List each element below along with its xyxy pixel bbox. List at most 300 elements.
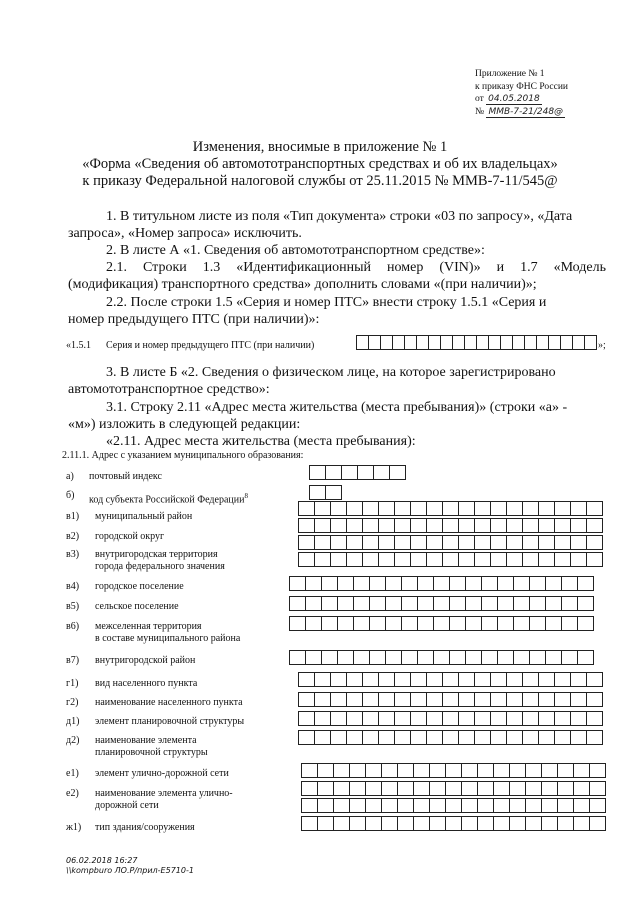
input-cell[interactable] bbox=[571, 552, 587, 567]
input-cell[interactable] bbox=[578, 576, 594, 591]
input-cell[interactable] bbox=[315, 501, 331, 516]
input-cell[interactable] bbox=[379, 730, 395, 745]
input-cell[interactable] bbox=[443, 501, 459, 516]
input-cell[interactable] bbox=[363, 535, 379, 550]
input-cell[interactable] bbox=[370, 596, 386, 611]
input-cell[interactable] bbox=[393, 335, 405, 350]
input-cell[interactable] bbox=[510, 798, 526, 813]
input-cell[interactable] bbox=[350, 781, 366, 796]
input-cell[interactable] bbox=[418, 576, 434, 591]
input-cell[interactable] bbox=[386, 596, 402, 611]
input-cell[interactable] bbox=[482, 650, 498, 665]
input-cell[interactable] bbox=[514, 596, 530, 611]
input-cell[interactable] bbox=[587, 711, 603, 726]
input-cell[interactable] bbox=[315, 672, 331, 687]
input-cell[interactable] bbox=[427, 518, 443, 533]
input-cell[interactable] bbox=[414, 763, 430, 778]
planning-element-name-cells[interactable] bbox=[298, 730, 603, 745]
input-cell[interactable] bbox=[475, 501, 491, 516]
input-cell[interactable] bbox=[526, 781, 542, 796]
input-cell[interactable] bbox=[482, 576, 498, 591]
input-cell[interactable] bbox=[411, 518, 427, 533]
input-cell[interactable] bbox=[395, 552, 411, 567]
input-cell[interactable] bbox=[494, 816, 510, 831]
input-cell[interactable] bbox=[306, 616, 322, 631]
input-cell[interactable] bbox=[539, 730, 555, 745]
input-cell[interactable] bbox=[379, 711, 395, 726]
input-cell[interactable] bbox=[526, 798, 542, 813]
input-cell[interactable] bbox=[498, 650, 514, 665]
input-cell[interactable] bbox=[466, 616, 482, 631]
input-cell[interactable] bbox=[539, 711, 555, 726]
input-cell[interactable] bbox=[347, 501, 363, 516]
input-cell[interactable] bbox=[539, 501, 555, 516]
input-cell[interactable] bbox=[347, 711, 363, 726]
input-cell[interactable] bbox=[491, 730, 507, 745]
postal-index-cells[interactable] bbox=[309, 465, 406, 480]
input-cell[interactable] bbox=[350, 763, 366, 778]
input-cell[interactable] bbox=[507, 672, 523, 687]
region-code-cells[interactable] bbox=[309, 485, 342, 500]
input-cell[interactable] bbox=[459, 535, 475, 550]
input-cell[interactable] bbox=[491, 692, 507, 707]
input-cell[interactable] bbox=[523, 692, 539, 707]
input-cell[interactable] bbox=[475, 672, 491, 687]
input-cell[interactable] bbox=[374, 465, 390, 480]
input-cell[interactable] bbox=[491, 518, 507, 533]
input-cell[interactable] bbox=[322, 616, 338, 631]
input-cell[interactable] bbox=[370, 650, 386, 665]
input-cell[interactable] bbox=[331, 535, 347, 550]
input-cell[interactable] bbox=[498, 596, 514, 611]
input-cell[interactable] bbox=[507, 711, 523, 726]
input-cell[interactable] bbox=[510, 816, 526, 831]
input-cell[interactable] bbox=[587, 730, 603, 745]
input-cell[interactable] bbox=[587, 692, 603, 707]
input-cell[interactable] bbox=[489, 335, 501, 350]
input-cell[interactable] bbox=[555, 501, 571, 516]
input-cell[interactable] bbox=[411, 730, 427, 745]
input-cell[interactable] bbox=[334, 763, 350, 778]
input-cell[interactable] bbox=[514, 576, 530, 591]
input-cell[interactable] bbox=[585, 335, 597, 350]
input-cell[interactable] bbox=[434, 596, 450, 611]
input-cell[interactable] bbox=[555, 730, 571, 745]
input-cell[interactable] bbox=[427, 535, 443, 550]
input-cell[interactable] bbox=[562, 650, 578, 665]
road-element-name-cells-2[interactable] bbox=[301, 798, 606, 813]
input-cell[interactable] bbox=[302, 798, 318, 813]
input-cell[interactable] bbox=[546, 616, 562, 631]
input-cell[interactable] bbox=[414, 816, 430, 831]
input-cell[interactable] bbox=[414, 781, 430, 796]
input-cell[interactable] bbox=[363, 552, 379, 567]
input-cell[interactable] bbox=[334, 781, 350, 796]
input-cell[interactable] bbox=[427, 552, 443, 567]
input-cell[interactable] bbox=[430, 763, 446, 778]
input-cell[interactable] bbox=[441, 335, 453, 350]
input-cell[interactable] bbox=[523, 672, 539, 687]
input-cell[interactable] bbox=[523, 518, 539, 533]
input-cell[interactable] bbox=[430, 781, 446, 796]
input-cell[interactable] bbox=[398, 816, 414, 831]
input-cell[interactable] bbox=[382, 816, 398, 831]
input-cell[interactable] bbox=[427, 501, 443, 516]
input-cell[interactable] bbox=[507, 501, 523, 516]
input-cell[interactable] bbox=[507, 692, 523, 707]
input-cell[interactable] bbox=[539, 552, 555, 567]
input-cell[interactable] bbox=[411, 501, 427, 516]
input-cell[interactable] bbox=[446, 798, 462, 813]
input-cell[interactable] bbox=[395, 518, 411, 533]
input-cell[interactable] bbox=[382, 798, 398, 813]
input-cell[interactable] bbox=[398, 763, 414, 778]
input-cell[interactable] bbox=[590, 763, 606, 778]
input-cell[interactable] bbox=[318, 781, 334, 796]
input-cell[interactable] bbox=[459, 552, 475, 567]
input-cell[interactable] bbox=[526, 763, 542, 778]
input-cell[interactable] bbox=[386, 616, 402, 631]
input-cell[interactable] bbox=[539, 672, 555, 687]
input-cell[interactable] bbox=[514, 616, 530, 631]
input-cell[interactable] bbox=[558, 816, 574, 831]
input-cell[interactable] bbox=[546, 576, 562, 591]
planning-element-cells[interactable] bbox=[298, 711, 603, 726]
input-cell[interactable] bbox=[402, 616, 418, 631]
input-cell[interactable] bbox=[578, 616, 594, 631]
input-cell[interactable] bbox=[443, 535, 459, 550]
input-cell[interactable] bbox=[430, 798, 446, 813]
input-cell[interactable] bbox=[507, 535, 523, 550]
input-cell[interactable] bbox=[414, 798, 430, 813]
input-cell[interactable] bbox=[350, 798, 366, 813]
input-cell[interactable] bbox=[542, 798, 558, 813]
input-cell[interactable] bbox=[494, 781, 510, 796]
input-cell[interactable] bbox=[338, 576, 354, 591]
input-cell[interactable] bbox=[587, 518, 603, 533]
input-cell[interactable] bbox=[514, 650, 530, 665]
input-cell[interactable] bbox=[466, 596, 482, 611]
input-cell[interactable] bbox=[530, 616, 546, 631]
road-element-cells[interactable] bbox=[301, 763, 606, 778]
input-cell[interactable] bbox=[571, 730, 587, 745]
input-cell[interactable] bbox=[338, 616, 354, 631]
input-cell[interactable] bbox=[465, 335, 477, 350]
municipal-district-cells[interactable] bbox=[298, 501, 603, 516]
input-cell[interactable] bbox=[398, 781, 414, 796]
input-cell[interactable] bbox=[363, 730, 379, 745]
input-cell[interactable] bbox=[299, 501, 315, 516]
input-cell[interactable] bbox=[462, 798, 478, 813]
input-cell[interactable] bbox=[530, 576, 546, 591]
intracity-district-cells[interactable] bbox=[289, 650, 594, 665]
input-cell[interactable] bbox=[331, 552, 347, 567]
input-cell[interactable] bbox=[302, 763, 318, 778]
road-element-name-cells[interactable] bbox=[301, 781, 606, 796]
input-cell[interactable] bbox=[338, 596, 354, 611]
input-cell[interactable] bbox=[354, 576, 370, 591]
input-cell[interactable] bbox=[434, 576, 450, 591]
input-cell[interactable] bbox=[501, 335, 513, 350]
input-cell[interactable] bbox=[386, 576, 402, 591]
input-cell[interactable] bbox=[571, 692, 587, 707]
municipal-district-cells-2[interactable] bbox=[298, 518, 603, 533]
input-cell[interactable] bbox=[417, 335, 429, 350]
input-cell[interactable] bbox=[342, 465, 358, 480]
input-cell[interactable] bbox=[462, 781, 478, 796]
input-cell[interactable] bbox=[290, 650, 306, 665]
rural-settlement-cells[interactable] bbox=[289, 596, 594, 611]
input-cell[interactable] bbox=[507, 730, 523, 745]
input-cell[interactable] bbox=[366, 781, 382, 796]
input-cell[interactable] bbox=[450, 616, 466, 631]
input-cell[interactable] bbox=[450, 576, 466, 591]
input-cell[interactable] bbox=[395, 501, 411, 516]
input-cell[interactable] bbox=[379, 552, 395, 567]
input-cell[interactable] bbox=[299, 730, 315, 745]
input-cell[interactable] bbox=[510, 781, 526, 796]
input-cell[interactable] bbox=[587, 535, 603, 550]
input-cell[interactable] bbox=[427, 711, 443, 726]
input-cell[interactable] bbox=[318, 816, 334, 831]
input-cell[interactable] bbox=[331, 730, 347, 745]
city-district-cells[interactable] bbox=[298, 535, 603, 550]
input-cell[interactable] bbox=[306, 650, 322, 665]
input-cell[interactable] bbox=[523, 501, 539, 516]
input-cell[interactable] bbox=[510, 763, 526, 778]
input-cell[interactable] bbox=[363, 501, 379, 516]
input-cell[interactable] bbox=[494, 798, 510, 813]
input-cell[interactable] bbox=[466, 650, 482, 665]
input-cell[interactable] bbox=[491, 711, 507, 726]
input-cell[interactable] bbox=[315, 692, 331, 707]
input-cell[interactable] bbox=[574, 798, 590, 813]
input-cell[interactable] bbox=[462, 763, 478, 778]
input-cell[interactable] bbox=[382, 763, 398, 778]
input-cell[interactable] bbox=[478, 763, 494, 778]
input-cell[interactable] bbox=[322, 650, 338, 665]
input-cell[interactable] bbox=[450, 596, 466, 611]
input-cell[interactable] bbox=[542, 763, 558, 778]
input-cell[interactable] bbox=[357, 335, 369, 350]
input-cell[interactable] bbox=[587, 501, 603, 516]
input-cell[interactable] bbox=[571, 535, 587, 550]
input-cell[interactable] bbox=[411, 692, 427, 707]
input-cell[interactable] bbox=[369, 335, 381, 350]
input-cell[interactable] bbox=[434, 616, 450, 631]
intersettlement-territory-cells[interactable] bbox=[289, 616, 594, 631]
input-cell[interactable] bbox=[491, 672, 507, 687]
input-cell[interactable] bbox=[379, 535, 395, 550]
input-cell[interactable] bbox=[462, 816, 478, 831]
input-cell[interactable] bbox=[395, 535, 411, 550]
input-cell[interactable] bbox=[571, 518, 587, 533]
input-cell[interactable] bbox=[587, 672, 603, 687]
input-cell[interactable] bbox=[590, 816, 606, 831]
input-cell[interactable] bbox=[379, 501, 395, 516]
input-cell[interactable] bbox=[475, 692, 491, 707]
input-cell[interactable] bbox=[587, 552, 603, 567]
input-cell[interactable] bbox=[558, 763, 574, 778]
input-cell[interactable] bbox=[299, 518, 315, 533]
input-cell[interactable] bbox=[347, 535, 363, 550]
input-cell[interactable] bbox=[478, 816, 494, 831]
input-cell[interactable] bbox=[459, 692, 475, 707]
input-cell[interactable] bbox=[427, 692, 443, 707]
input-cell[interactable] bbox=[358, 465, 374, 480]
input-cell[interactable] bbox=[395, 730, 411, 745]
input-cell[interactable] bbox=[290, 576, 306, 591]
input-cell[interactable] bbox=[574, 781, 590, 796]
input-cell[interactable] bbox=[578, 596, 594, 611]
input-cell[interactable] bbox=[350, 816, 366, 831]
input-cell[interactable] bbox=[299, 672, 315, 687]
input-cell[interactable] bbox=[315, 518, 331, 533]
input-cell[interactable] bbox=[498, 616, 514, 631]
input-cell[interactable] bbox=[405, 335, 417, 350]
input-cell[interactable] bbox=[402, 596, 418, 611]
input-cell[interactable] bbox=[491, 501, 507, 516]
input-cell[interactable] bbox=[475, 518, 491, 533]
input-cell[interactable] bbox=[482, 596, 498, 611]
input-cell[interactable] bbox=[562, 596, 578, 611]
input-cell[interactable] bbox=[331, 711, 347, 726]
input-cell[interactable] bbox=[478, 781, 494, 796]
input-cell[interactable] bbox=[507, 552, 523, 567]
input-cell[interactable] bbox=[446, 816, 462, 831]
input-cell[interactable] bbox=[418, 616, 434, 631]
input-cell[interactable] bbox=[494, 763, 510, 778]
input-cell[interactable] bbox=[347, 672, 363, 687]
input-cell[interactable] bbox=[363, 672, 379, 687]
input-cell[interactable] bbox=[418, 650, 434, 665]
input-cell[interactable] bbox=[363, 692, 379, 707]
input-cell[interactable] bbox=[310, 485, 326, 500]
input-cell[interactable] bbox=[513, 335, 525, 350]
input-cell[interactable] bbox=[523, 535, 539, 550]
input-cell[interactable] bbox=[430, 816, 446, 831]
input-cell[interactable] bbox=[459, 711, 475, 726]
input-cell[interactable] bbox=[302, 816, 318, 831]
input-cell[interactable] bbox=[578, 650, 594, 665]
input-cell[interactable] bbox=[411, 711, 427, 726]
input-cell[interactable] bbox=[366, 798, 382, 813]
input-cell[interactable] bbox=[347, 552, 363, 567]
input-cell[interactable] bbox=[402, 576, 418, 591]
input-cell[interactable] bbox=[318, 763, 334, 778]
input-cell[interactable] bbox=[299, 692, 315, 707]
input-cell[interactable] bbox=[379, 672, 395, 687]
field-151-cells[interactable] bbox=[356, 335, 597, 350]
input-cell[interactable] bbox=[466, 576, 482, 591]
input-cell[interactable] bbox=[290, 596, 306, 611]
input-cell[interactable] bbox=[398, 798, 414, 813]
input-cell[interactable] bbox=[530, 650, 546, 665]
input-cell[interactable] bbox=[395, 692, 411, 707]
input-cell[interactable] bbox=[590, 798, 606, 813]
input-cell[interactable] bbox=[459, 518, 475, 533]
input-cell[interactable] bbox=[299, 535, 315, 550]
input-cell[interactable] bbox=[546, 596, 562, 611]
input-cell[interactable] bbox=[523, 552, 539, 567]
input-cell[interactable] bbox=[331, 672, 347, 687]
input-cell[interactable] bbox=[491, 552, 507, 567]
input-cell[interactable] bbox=[542, 781, 558, 796]
input-cell[interactable] bbox=[395, 672, 411, 687]
input-cell[interactable] bbox=[370, 576, 386, 591]
input-cell[interactable] bbox=[326, 485, 342, 500]
input-cell[interactable] bbox=[571, 501, 587, 516]
input-cell[interactable] bbox=[366, 816, 382, 831]
input-cell[interactable] bbox=[459, 730, 475, 745]
input-cell[interactable] bbox=[429, 335, 441, 350]
input-cell[interactable] bbox=[459, 672, 475, 687]
input-cell[interactable] bbox=[379, 692, 395, 707]
input-cell[interactable] bbox=[310, 465, 326, 480]
input-cell[interactable] bbox=[573, 335, 585, 350]
input-cell[interactable] bbox=[571, 672, 587, 687]
input-cell[interactable] bbox=[322, 596, 338, 611]
input-cell[interactable] bbox=[402, 650, 418, 665]
input-cell[interactable] bbox=[347, 730, 363, 745]
input-cell[interactable] bbox=[542, 816, 558, 831]
input-cell[interactable] bbox=[478, 798, 494, 813]
input-cell[interactable] bbox=[363, 711, 379, 726]
input-cell[interactable] bbox=[443, 518, 459, 533]
input-cell[interactable] bbox=[334, 816, 350, 831]
input-cell[interactable] bbox=[302, 781, 318, 796]
input-cell[interactable] bbox=[331, 501, 347, 516]
intracity-territory-cells[interactable] bbox=[298, 552, 603, 567]
building-type-cells[interactable] bbox=[301, 816, 606, 831]
input-cell[interactable] bbox=[443, 552, 459, 567]
input-cell[interactable] bbox=[331, 518, 347, 533]
input-cell[interactable] bbox=[354, 596, 370, 611]
urban-settlement-cells[interactable] bbox=[289, 576, 594, 591]
input-cell[interactable] bbox=[315, 535, 331, 550]
input-cell[interactable] bbox=[306, 596, 322, 611]
settlement-type-cells[interactable] bbox=[298, 672, 603, 687]
input-cell[interactable] bbox=[334, 798, 350, 813]
input-cell[interactable] bbox=[427, 730, 443, 745]
input-cell[interactable] bbox=[366, 763, 382, 778]
input-cell[interactable] bbox=[379, 518, 395, 533]
input-cell[interactable] bbox=[290, 616, 306, 631]
input-cell[interactable] bbox=[459, 501, 475, 516]
input-cell[interactable] bbox=[574, 816, 590, 831]
input-cell[interactable] bbox=[390, 465, 406, 480]
input-cell[interactable] bbox=[555, 518, 571, 533]
input-cell[interactable] bbox=[555, 552, 571, 567]
input-cell[interactable] bbox=[386, 650, 402, 665]
input-cell[interactable] bbox=[315, 730, 331, 745]
input-cell[interactable] bbox=[477, 335, 489, 350]
input-cell[interactable] bbox=[475, 730, 491, 745]
input-cell[interactable] bbox=[546, 650, 562, 665]
input-cell[interactable] bbox=[507, 518, 523, 533]
input-cell[interactable] bbox=[315, 552, 331, 567]
input-cell[interactable] bbox=[318, 798, 334, 813]
input-cell[interactable] bbox=[539, 518, 555, 533]
input-cell[interactable] bbox=[539, 535, 555, 550]
input-cell[interactable] bbox=[382, 781, 398, 796]
input-cell[interactable] bbox=[590, 781, 606, 796]
input-cell[interactable] bbox=[558, 798, 574, 813]
input-cell[interactable] bbox=[370, 616, 386, 631]
input-cell[interactable] bbox=[539, 692, 555, 707]
input-cell[interactable] bbox=[571, 711, 587, 726]
input-cell[interactable] bbox=[381, 335, 393, 350]
